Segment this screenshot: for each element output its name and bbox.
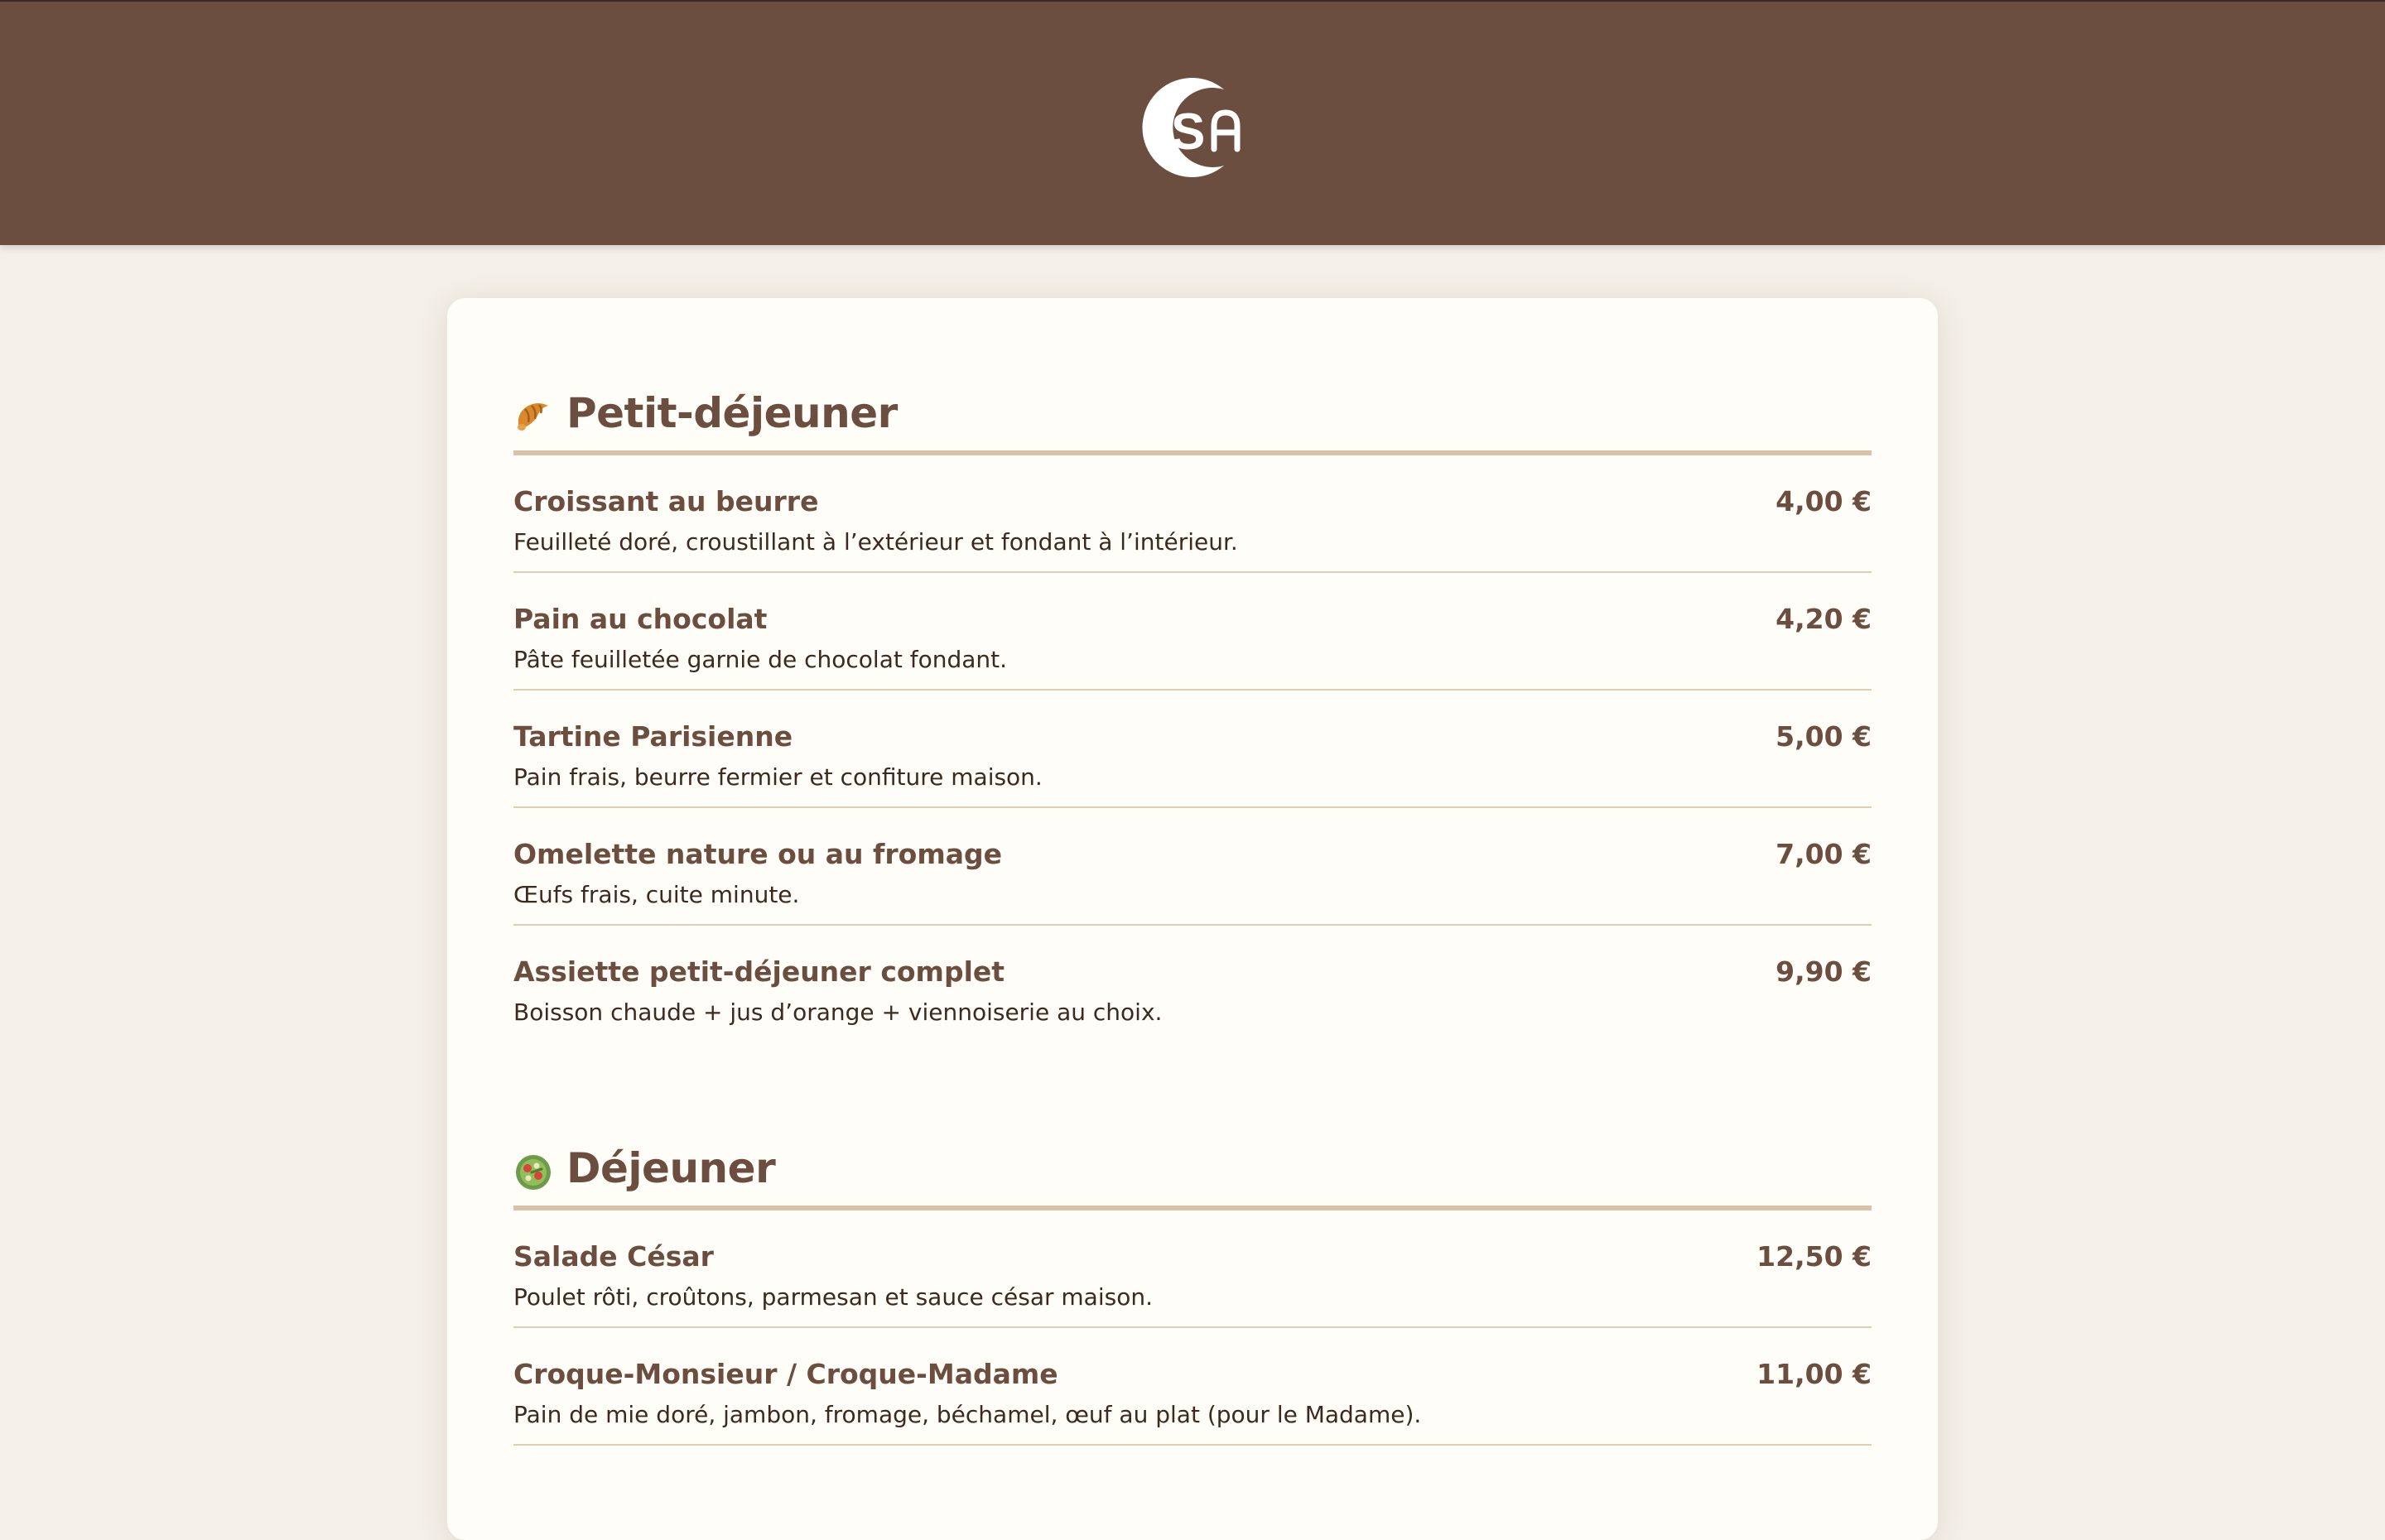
- item-description: Boisson chaude + jus d’orange + viennoiserie au choix.: [513, 999, 1163, 1026]
- section-header: [513, 373, 1872, 455]
- menu-item: [513, 691, 1872, 808]
- item-name: Omelette nature ou au fromage: [513, 838, 1002, 870]
- item-description: Feuilleté doré, croustillant à l’extérieur et fondant à l’intérieur.: [513, 528, 1238, 556]
- menu-item: [513, 573, 1872, 691]
- item-price: 4,00 €: [1776, 485, 1872, 517]
- menu-item: [513, 926, 1872, 1043]
- menu-item: [513, 1328, 1872, 1446]
- section-title: Petit-déjeuner: [566, 389, 898, 437]
- item-name: Assiette petit-déjeuner complet: [513, 955, 1005, 988]
- item-name: Pain au chocolat: [513, 603, 768, 635]
- item-description: Pain frais, beurre fermier et confiture maison.: [513, 763, 1043, 791]
- menu-item: [513, 808, 1872, 926]
- section-header: [513, 1128, 1872, 1210]
- item-price: 4,20 €: [1776, 603, 1872, 635]
- item-price: 7,00 €: [1776, 838, 1872, 870]
- item-description: Pâte feuilletée garnie de chocolat fondant.: [513, 646, 1008, 673]
- site-header: [0, 0, 2385, 245]
- item-price: 5,00 €: [1776, 720, 1872, 753]
- item-price: 9,90 €: [1776, 955, 1872, 988]
- item-price: 12,50 €: [1756, 1240, 1872, 1273]
- section-dejeuner: [513, 1128, 1872, 1446]
- menu-card: [447, 298, 1938, 1540]
- cafe-logo[interactable]: [1135, 73, 1250, 180]
- menu-item: [513, 1210, 1872, 1328]
- item-name: Croissant au beurre: [513, 485, 819, 517]
- item-name: Croque-Monsieur / Croque-Madame: [513, 1358, 1058, 1390]
- menu-item: [513, 455, 1872, 573]
- item-description: Pain de mie doré, jambon, fromage, béchamel, œuf au plat (pour le Madame).: [513, 1401, 1422, 1428]
- item-price: 11,00 €: [1756, 1358, 1872, 1390]
- item-description: Poulet rôti, croûtons, parmesan et sauce césar maison.: [513, 1283, 1153, 1311]
- section-petit-dejeuner: [513, 373, 1872, 1043]
- item-name: Salade César: [513, 1240, 714, 1273]
- section-title: Déjeuner: [566, 1144, 776, 1192]
- salad-icon: [513, 1153, 553, 1192]
- svg-text:S: S: [1171, 103, 1206, 161]
- item-description: Œufs frais, cuite minute.: [513, 881, 800, 908]
- croissant-icon: [513, 397, 553, 437]
- item-name: Tartine Parisienne: [513, 720, 793, 753]
